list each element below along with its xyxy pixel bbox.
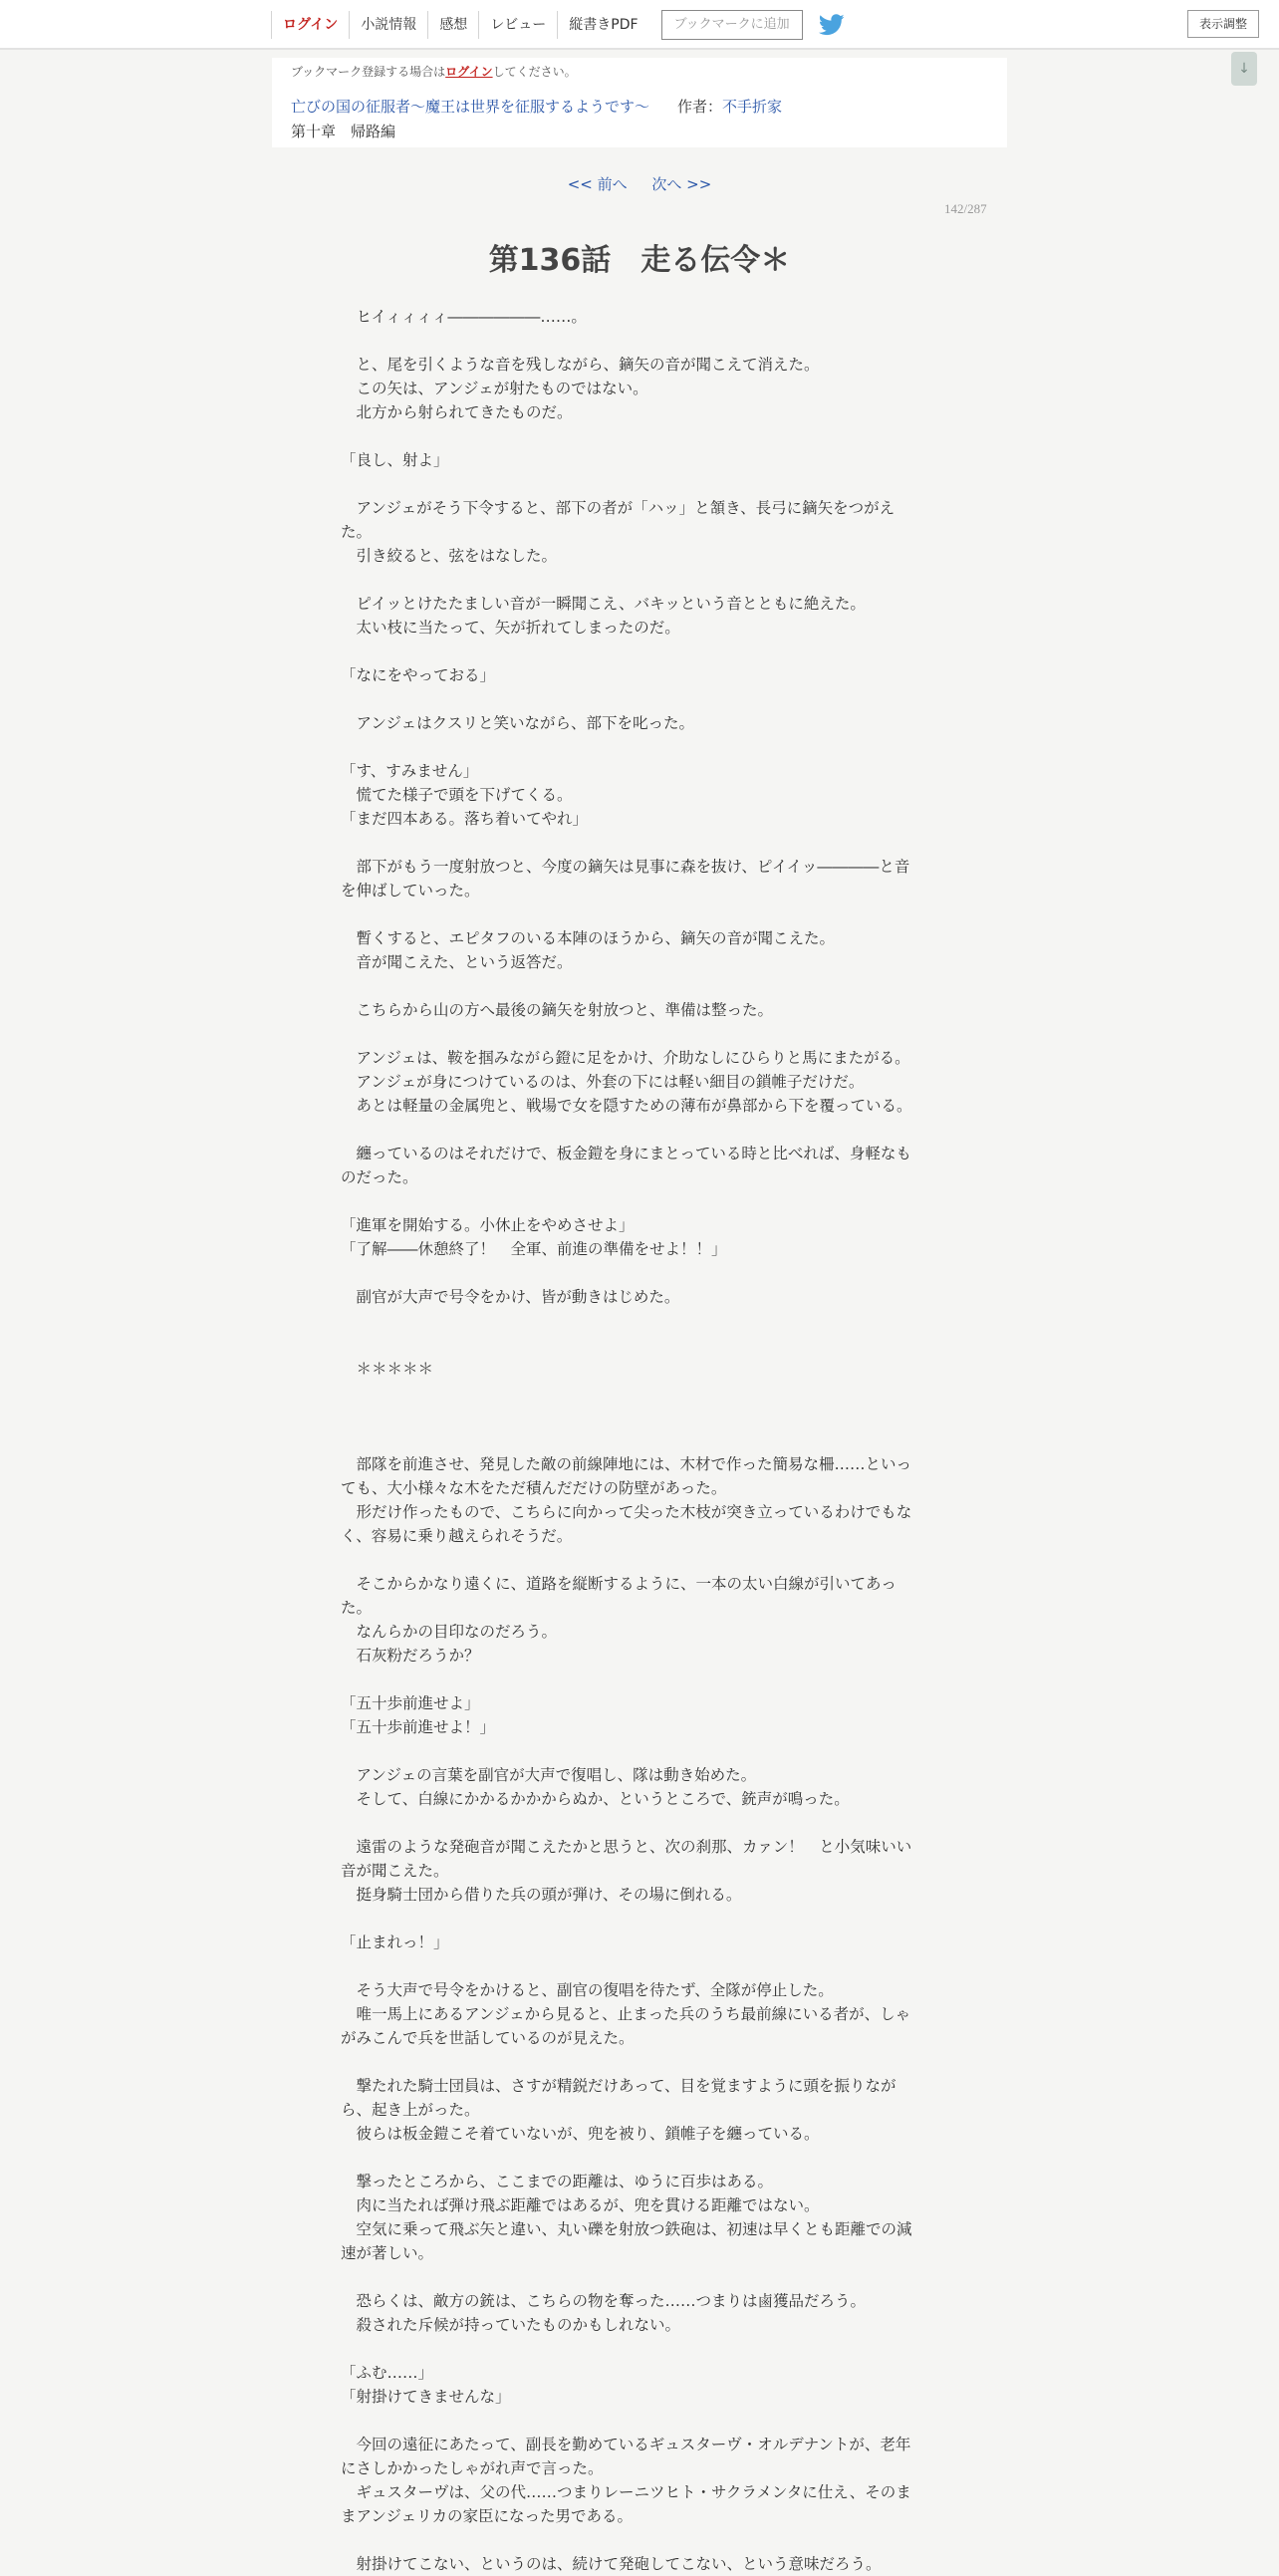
body-line: この矢は、アンジェが射たものではない。 — [341, 380, 648, 397]
body-line: そして、白線にかかるかかからぬか、というところで、銃声が鳴った。 — [341, 1790, 850, 1808]
bookmark-add-button[interactable]: ブックマークに追加 — [661, 10, 803, 40]
body-line: 今回の遠征にあたって、副長を勤めているギュスターヴ・オルデナントが、老年 — [341, 2436, 911, 2453]
body-line: ＊＊＊＊＊ — [341, 1360, 434, 1378]
body-line: 「進軍を開始する。小休止をやめさせよ」 — [341, 1216, 635, 1234]
body-line — [341, 1261, 938, 1285]
body-line — [341, 2409, 938, 2433]
arrow-down-icon: ↓ — [1238, 61, 1250, 77]
body-line: 挺身騎士団から借りた兵の頭が弾け、その場に倒れる。 — [341, 1886, 742, 1904]
body-line: 「止まれっ！」 — [341, 1933, 449, 1951]
body-line: 部隊を前進させ、発見した敵の前線陣地には、木材で作った簡易な柵……といっ — [341, 1455, 912, 1473]
body-line: 音が聞こえた。 — [341, 1862, 449, 1880]
body-line: そこからかなり遠くに、道路を縦断するように、一本の太い白線が引いてあっ — [341, 1575, 896, 1593]
body-line: 暫くすると、エピタフのいる本陣のほうから、鏑矢の音が聞こえた。 — [341, 929, 836, 947]
body-line — [341, 472, 938, 496]
episode-title: 第136話 走る伝令＊ — [488, 243, 791, 278]
body-line — [341, 1811, 938, 1835]
body-line: 部下がもう一度射放つと、今度の鏑矢は見事に森を抜け、ピイイッ――――と音 — [341, 858, 910, 876]
display-settings-button[interactable]: 表示調整 — [1187, 10, 1259, 38]
body-line — [341, 1381, 938, 1405]
body-line — [341, 1428, 938, 1452]
body-line: 「了解――休憩終了！ 全軍、前進の準備をせよ！！」 — [341, 1240, 727, 1258]
review-link[interactable]: レビュー — [478, 11, 557, 39]
body-line — [341, 1668, 938, 1691]
body-line — [341, 2146, 938, 2170]
body-line: なんらかの目印なのだろう。 — [341, 1623, 558, 1641]
body-line: のだった。 — [341, 1168, 418, 1186]
body-line — [341, 1189, 938, 1213]
body-line: こちらから山の方へ最後の鏑矢を射放つと、準備は整った。 — [341, 1001, 774, 1019]
scroll-down-button[interactable] — [1231, 52, 1257, 86]
body-line: 速が著しい。 — [341, 2244, 434, 2262]
body-line: 彼らは板金鎧こそ着ていないが、兜を被り、鎖帷子を纏っている。 — [341, 2125, 820, 2143]
body-line — [341, 640, 938, 663]
body-line: 「良し、射よ」 — [341, 451, 449, 469]
body-line — [341, 1022, 938, 1046]
body-line: 北方から射られてきたものだ。 — [341, 403, 573, 421]
body-line: 纏っているのはそれだけで、板金鎧を身にまとっている時と比べれば、身軽なも — [341, 1145, 911, 1162]
body-line — [341, 2337, 938, 2361]
login-note — [291, 63, 577, 80]
body-line: そう大声で号令をかけると、副官の復唱を待たず、全隊が停止した。 — [341, 1981, 834, 1999]
body-line: アンジェがそう下令すると、部下の者が「ハッ」と頷き、長弓に鏑矢をつがえ — [341, 499, 895, 517]
body-line: 引き絞ると、弦をはなした。 — [341, 547, 558, 565]
body-line: 「なにをやっておる」 — [341, 666, 496, 684]
body-line: 副官が大声で号令をかけ、皆が動きはじめた。 — [341, 1288, 680, 1306]
body-line: 音が聞こえた、という返答だ。 — [341, 953, 573, 971]
login-note-link[interactable]: ログイン — [445, 65, 493, 79]
author-link[interactable]: 不手折家 — [722, 98, 783, 116]
body-line: ら、起き上がった。 — [341, 2101, 480, 2119]
next-link[interactable]: 次へ >> — [651, 175, 712, 193]
body-line: 恐らくは、敵方の銃は、こちらの物を奪った……つまりは鹵獲品だろう。 — [341, 2292, 867, 2310]
body-line — [341, 424, 938, 448]
body-line: 遠雷のような発砲音が聞こえたかと思うと、次の刹那、カァン！ と小気味いい — [341, 1838, 912, 1856]
page-count: 142/287 — [944, 201, 987, 216]
body-line: 唯一馬上にあるアンジェから見ると、止まった兵のうち最前線にいる者が、しゃ — [341, 2005, 911, 2023]
body-line: 肉に当たれば弾け飛ぶ距離ではあるが、兜を貫ける距離ではない。 — [341, 2196, 820, 2214]
body-line: まアンジェリカの家臣になった男である。 — [341, 2507, 634, 2525]
chapter-title: 第十章 帰路編 — [291, 123, 396, 140]
body-line: 「まだ四本ある。落ち着いてやれ」 — [341, 810, 589, 828]
body-line: 慌てた様子で頭を下げてくる。 — [341, 786, 573, 804]
login-note-before: ブックマーク登録する場合は — [291, 65, 446, 79]
body-line: 石灰粉だろうか？ — [341, 1647, 480, 1665]
author-label: 作者： — [677, 98, 723, 116]
top-bar — [0, 0, 1279, 50]
body-line: ヒイィィィィ――――――……。 — [341, 308, 587, 326]
novel-info-box — [272, 58, 1007, 147]
body-line — [341, 1118, 938, 1142]
body-line: た。 — [341, 523, 373, 541]
body-line — [341, 2528, 938, 2552]
episode-pager — [0, 173, 1279, 194]
body-line: た。 — [341, 1599, 373, 1617]
body-line: アンジェの言葉を副官が大声で復唱し、隊は動き始めた。 — [341, 1766, 757, 1784]
body-line: アンジェが身につけているのは、外套の下には軽い細目の鎖帷子だけだ。 — [341, 1073, 865, 1091]
body-line — [341, 1739, 938, 1763]
body-line: 射掛けてこない、というのは、続けて発砲してこない、という意味だろう。 — [341, 2555, 882, 2573]
body-line — [341, 687, 938, 711]
body-line: ても、大小様々な木をただ積んだだけの防壁があった。 — [341, 1479, 727, 1497]
body-line: 撃たれた騎士団員は、さすが精鋭だけあって、目を覚ますように頭を振りなが — [341, 2077, 896, 2095]
body-line — [341, 329, 938, 353]
body-line — [341, 1405, 938, 1428]
impressions-link[interactable]: 感想 — [427, 11, 478, 39]
body-line — [341, 831, 938, 855]
body-line — [341, 1309, 938, 1333]
body-line — [341, 1548, 938, 1572]
body-line — [341, 974, 938, 998]
body-line: ピイッとけたたましい音が一瞬聞こえ、バキッという音とともに絶えた。 — [341, 595, 866, 613]
novel-title-link[interactable]: 亡びの国の征服者～魔王は世界を征服するようです～ — [291, 98, 650, 116]
body-line — [341, 735, 938, 759]
body-line — [341, 1907, 938, 1931]
login-link[interactable]: ログイン — [271, 11, 349, 39]
body-line: 「五十歩前進せよ」 — [341, 1694, 480, 1712]
body-line: がみこんで兵を世話しているのが見えた。 — [341, 2029, 635, 2047]
prev-link[interactable]: << 前へ — [567, 175, 628, 193]
body-line: 空気に乗って飛ぶ矢と違い、丸い礫を射放つ鉄砲は、初速は早くとも距離での減 — [341, 2220, 912, 2238]
body-line: あとは軽量の金属兜と、戦場で女を隠すための薄布が鼻部から下を覆っている。 — [341, 1097, 912, 1115]
body-line — [341, 568, 938, 592]
body-line: と、尾を引くような音を残しながら、鏑矢の音が聞こえて消えた。 — [341, 356, 820, 374]
novel-info-link[interactable]: 小説情報 — [349, 11, 427, 39]
login-note-after: してください。 — [492, 65, 577, 79]
twitter-icon[interactable] — [819, 14, 845, 36]
body-line: 「五十歩前進せよ！」 — [341, 1718, 496, 1736]
title-line — [291, 96, 782, 117]
body-line: 形だけ作ったもので、こちらに向かって尖った木枝が突き立っているわけでもな — [341, 1503, 912, 1521]
vertical-pdf-link[interactable]: 縦書きPDF — [557, 11, 648, 39]
body-line — [341, 1333, 938, 1357]
body-line — [341, 1954, 938, 1978]
body-line: 太い枝に当たって、矢が折れてしまったのだ。 — [341, 619, 680, 637]
body-line: 撃ったところから、ここまでの距離は、ゆうに百歩はある。 — [341, 2173, 774, 2190]
body-line: アンジェはクスリと笑いながら、部下を叱った。 — [341, 714, 695, 732]
body-line: 「す、すみません」 — [341, 762, 479, 780]
body-line: を伸ばしていった。 — [341, 882, 480, 900]
body-line: ギュスターヴは、父の代……つまりレーニツヒト・サクラメンタに仕え、そのま — [341, 2483, 911, 2501]
body-line: 殺された斥候が持っていたものかもしれない。 — [341, 2316, 681, 2334]
body-line: 「射掛けてきませんな」 — [341, 2388, 511, 2406]
body-line — [341, 2265, 938, 2289]
body-line: アンジェは、鞍を掴みながら鐙に足をかけ、介助なしにひらりと馬にまたがる。 — [341, 1049, 910, 1067]
body-line: にさしかかったしゃがれ声で言った。 — [341, 2459, 604, 2477]
body-line — [341, 902, 938, 926]
body-line — [341, 2050, 938, 2074]
body-line: 「ふむ……」 — [341, 2364, 434, 2382]
global-nav — [271, 10, 845, 40]
episode-body — [341, 305, 938, 2576]
body-line: く、容易に乗り越えられそうだ。 — [341, 1527, 573, 1545]
